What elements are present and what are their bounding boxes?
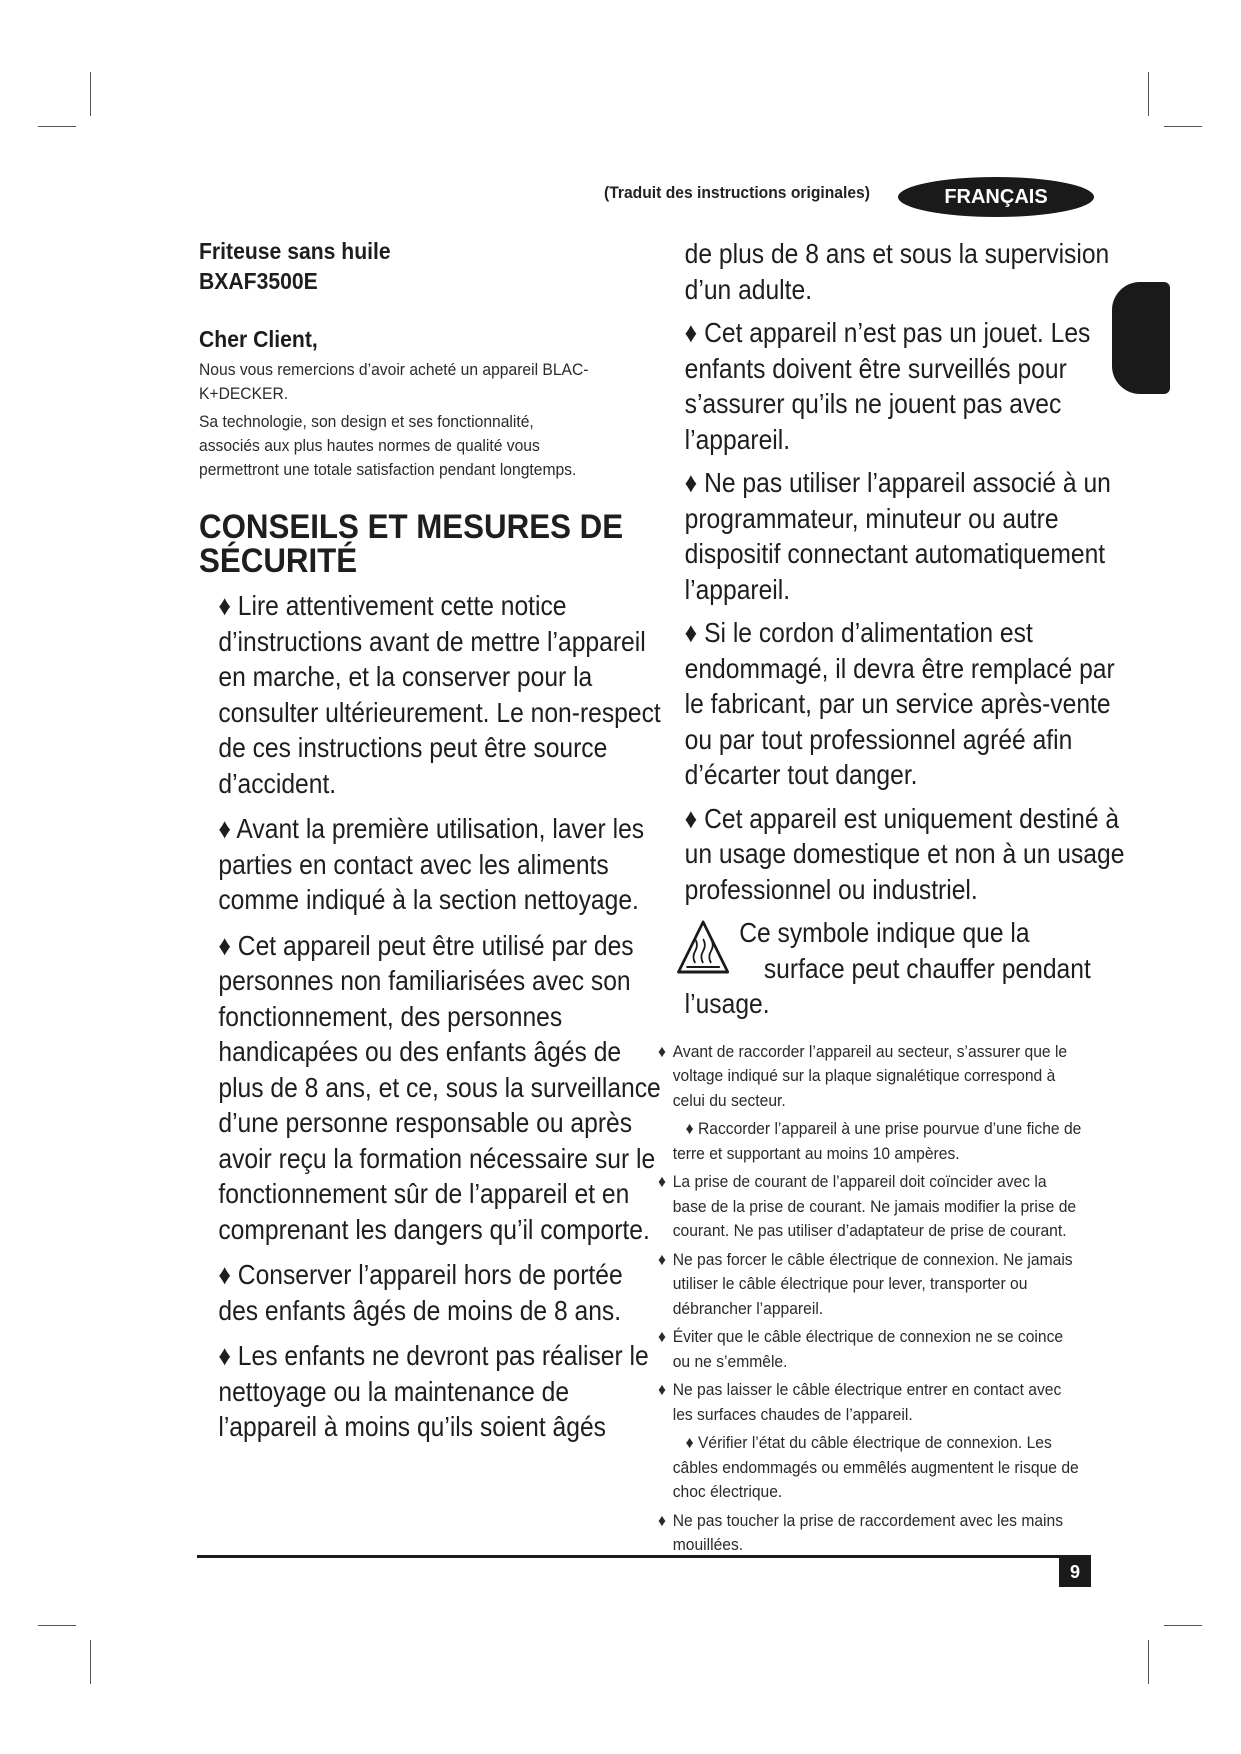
bullet-icon: ♦ — [684, 317, 698, 348]
safety-item: ♦ Si le cordon d’alimentation est endommagé, il devra être remplacé par le fabricant, par un service après-vente ou par tout professionnel agréé afin d’écarter tout danger. — [684, 617, 1115, 790]
hot-surface-line2: surface peut chauffer pendant — [763, 952, 1091, 984]
bullet-icon: ♦ — [658, 1249, 666, 1269]
small-safety-item: ♦ Éviter que le câble électrique de connexion ne se coince ou ne s’emmêle. — [658, 1327, 1064, 1371]
small-safety-item: ♦ Raccorder l’appareil à une prise pourvue d’une fiche de terre et supportant au moins 10 ampères. — [672, 1119, 1082, 1163]
hot-surface-warning — [660, 915, 1133, 1022]
bullet-icon: ♦ — [685, 1119, 694, 1138]
small-safety-list — [658, 1040, 1120, 1558]
bullet-icon: ♦ — [218, 1340, 231, 1371]
hot-surface-icon — [676, 919, 731, 975]
bullet-icon: ♦ — [684, 802, 698, 834]
bullet-icon: ♦ — [218, 590, 231, 621]
bullet-icon: ♦ — [218, 813, 231, 844]
bullet-icon: ♦ — [658, 1172, 666, 1191]
safety-item: ♦ Ne pas utiliser l’appareil associé à un programmateur, minuteur ou autre dispositif connectant automatiquement l’appareil. — [684, 467, 1111, 605]
small-safety-item: ♦ Avant de raccorder l’appareil au secteur, s’assurer que le voltage indiqué sur la plaque signalétique correspond à celui du secteur. — [658, 1041, 1068, 1110]
language-badge: FRANÇAIS — [898, 177, 1094, 217]
footer-rule — [197, 1555, 1091, 1558]
safety-item: ♦ Avant la première utilisation, laver les parties en contact avec les aliments comme indiqué à la section nettoyage. — [218, 813, 645, 915]
safety-item: ♦ Cet appareil n’est pas un jouet. Les enfants doivent être surveillés pour s’assurer qu’ils ne jouent pas avec l’appareil. — [684, 317, 1091, 455]
crop-mark — [38, 126, 76, 127]
hot-surface-line1: Ce symbole indique que la — [739, 917, 1030, 948]
safety-item: ♦ Les enfants ne devront pas réaliser le nettoyage ou la maintenance de l’appareil à moins qu’ils soient âgés — [218, 1340, 649, 1442]
right-column — [658, 236, 1125, 1562]
small-safety-item: ♦ Vérifier l’état du câble électrique de connexion. Les câbles endommagés ou emmêlés augmentent le risque de choc électrique. — [672, 1433, 1079, 1501]
bullet-icon: ♦ — [218, 929, 231, 961]
safety-item: ♦ Conserver l’appareil hors de portée des enfants âgés de moins de 8 ans. — [218, 1259, 623, 1326]
safety-item-continuation: de plus de 8 ans et sous la supervision d’un adulte. — [684, 238, 1110, 305]
crop-mark — [1148, 1640, 1149, 1684]
small-safety-item: ♦ Ne pas forcer le câble électrique de connexion. Ne jamais utiliser le câble électrique pour lever, transporter ou débrancher l’appareil. — [658, 1249, 1073, 1318]
crop-mark — [38, 1625, 76, 1626]
bullet-icon: ♦ — [658, 1041, 666, 1061]
bullet-icon: ♦ — [658, 1327, 666, 1346]
bullet-icon: ♦ — [684, 467, 698, 498]
page-number: 9 — [1059, 1557, 1091, 1587]
safety-item: ♦ Cet appareil peut être utilisé par des personnes non familiarisées avec son fonctionnement, des personnes handicapées ou des enfants âgés de plus de 8 ans, et ce, sous la surveillance d’une personne responsable ou après avoir reçu la formation nécessaire sur le fonctionnement sûr de l’appareil et en comprenant les dangers qu’il comporte. — [218, 929, 661, 1245]
bullet-icon: ♦ — [658, 1380, 666, 1399]
small-safety-item: ♦ La prise de courant de l’appareil doit coïncider avec la base de la prise de courant. Ne jamais modifier la prise de courant. Ne pas utiliser d’adaptateur de prise de courant. — [658, 1172, 1077, 1240]
small-safety-item: ♦ Ne pas toucher la prise de raccordement avec les mains mouillées. — [658, 1510, 1064, 1554]
small-safety-item: ♦ Ne pas laisser le câble électrique entrer en contact avec les surfaces chaudes de l’appareil. — [658, 1380, 1062, 1424]
crop-mark — [1148, 72, 1149, 116]
safety-item: ♦ Lire attentivement cette notice d’instructions avant de mettre l’appareil en marche, et la conserver pour la consulter ultérieurement. Le non-respect de ces instructions peut être source d’accident. — [218, 590, 661, 799]
product-name: Friteuse sans huile — [199, 238, 391, 264]
translation-note: (Traduit des instructions originales) — [604, 183, 870, 202]
bullet-icon: ♦ — [218, 1259, 231, 1290]
intro-paragraph: Nous vous remercions d’avoir acheté un appareil BLAC-K+DECKER. — [199, 360, 589, 403]
crop-mark — [1164, 1625, 1202, 1626]
crop-mark — [90, 1640, 91, 1684]
hot-surface-line3: l’usage. — [684, 988, 770, 1019]
greeting: Cher Client, — [199, 326, 318, 352]
section-title: CONSEILS ET MESURES DE SÉCURITÉ — [199, 508, 624, 580]
bullet-icon: ♦ — [658, 1510, 666, 1530]
crop-mark — [1164, 126, 1202, 127]
safety-item: ♦ Cet appareil est uniquement destiné à un usage domestique et non à un usage professionnel ou industriel. — [684, 802, 1125, 905]
left-column — [199, 236, 661, 1445]
intro-paragraph: Sa technologie, son design et ses fonctionnalité, associés aux plus hautes normes de qualité vous permettront une totale satisfaction pendant longtemps. — [199, 412, 577, 479]
bullet-icon: ♦ — [684, 617, 698, 648]
crop-mark — [90, 72, 91, 116]
bullet-icon: ♦ — [685, 1433, 694, 1452]
product-code: BXAF3500E — [199, 268, 318, 294]
